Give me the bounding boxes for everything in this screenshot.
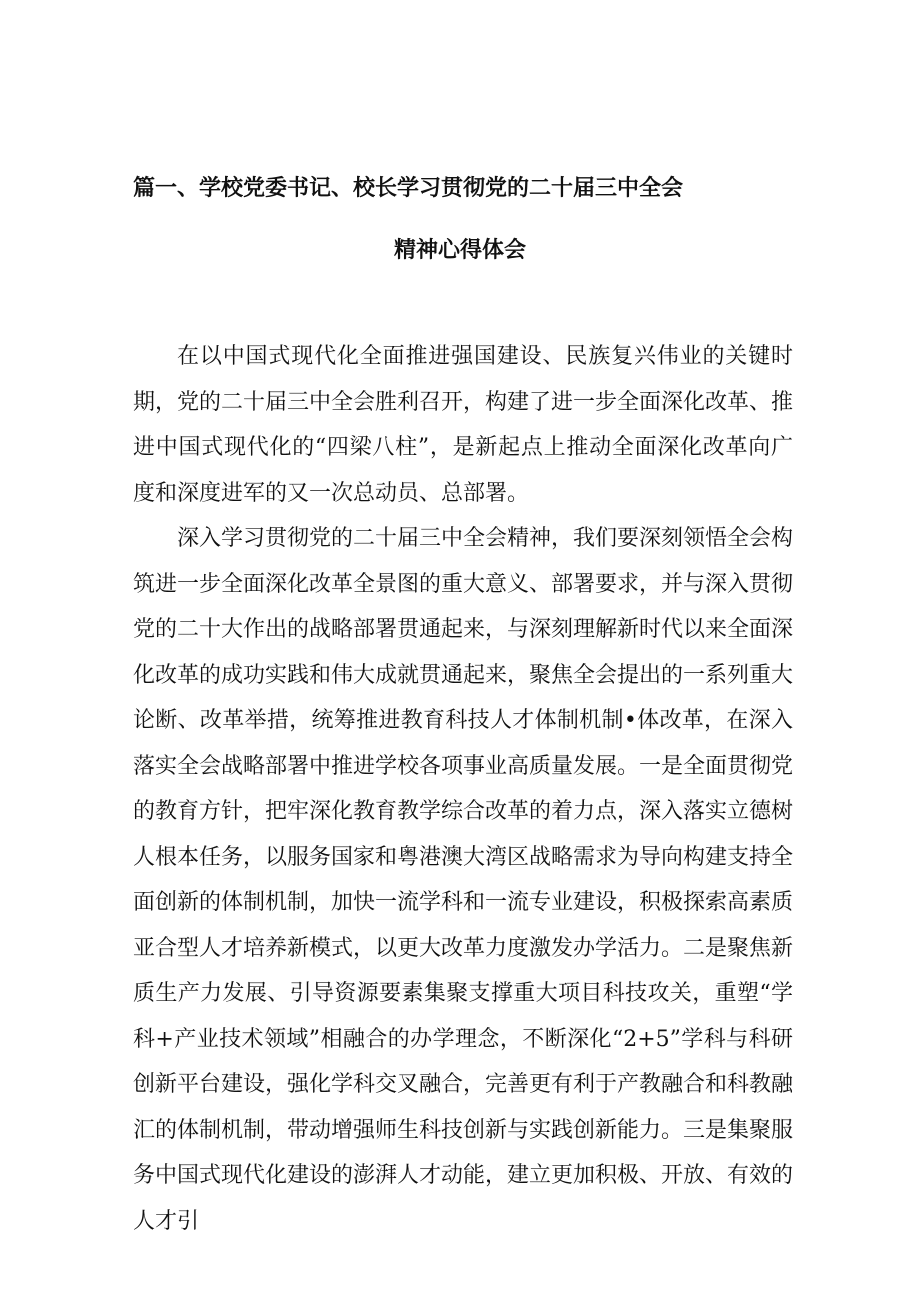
document-title-line-2: 精神心得体会 [393,237,526,263]
document-body [133,334,793,1244]
paragraph-1: 在以中国式现代化全面推进强国建设、民族复兴伟业的关键时期，党的二十届三中全会胜利召开，构建了进一步全面深化改革、推进中国式现代化的“四梁八柱”，是新起点上推动全面深化改革向广度和深度进军的又一次总动员、总部署。 [133,344,794,506]
paragraph-2: 深入学习贯彻党的二十届三中全会精神，我们要深刻领悟全会构筑进一步全面深化改革全景图的重大意义、部署要求，并与深入贯彻党的二十大作出的战略部署贯通起来，与深刻理解新时代以来全面深化改革的成功实践和伟大成就贯通起来，聚焦全会提出的一系列重大论断、改革举措，统筹推进教育科技人才体制机制•体改革，在深入落实全会战略部署中推进学校各项事业高质量发展。一是全面贯彻党的教育方针，把牢深化教育教学综合改革的着力点，深入落实立德树人根本任务，以服务国家和粤港澳大湾区战略需求为导向构建支持全面创新的体制机制，加快一流学科和一流专业建设，积极探索高素质亚合型人才培养新模式，以更大改革力度激发办学活力。二是聚焦新质生产力发展、引导资源要素集聚支撑重大项目科技攻关，重塑“学科+产业技术领域”相融合的办学理念，不断深化“2+5”学科与科研创新平台建设，强化学科交叉融合，完善更有利于产教融合和科教融汇的体制机制，带动增强师生科技创新与实践创新能力。三是集聚服务中国式现代化建设的澎湃人才动能，建立更加积极、开放、有效的人才引 [133,526,794,1234]
document-title-line-1: 篇一、学校党委书记、校长学习贯彻党的二十届三中全会 [133,175,684,201]
